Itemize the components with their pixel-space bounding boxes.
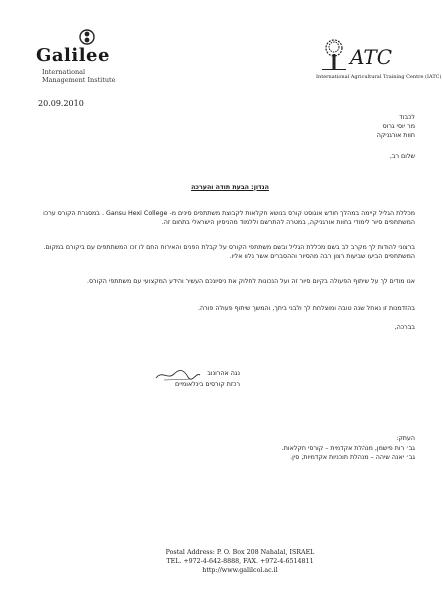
- galilee-emblem-icon: [79, 27, 95, 47]
- recipient-line: חוות אורגניקה: [376, 132, 415, 139]
- cc-item: גב׳ רות פישמן, מנהלת אקדמית – קורסי חקלאות.: [281, 445, 415, 452]
- atc-logo-name: ATC: [350, 45, 392, 69]
- body-paragraph: בהזדמנות זו נאחל שנה טובה ומוצלחת לך ולבני ביתך, והמשך שיתוף פעולה פורה.: [198, 305, 415, 312]
- recipient-block: [215, 113, 415, 140]
- galilee-subtitle-line2: Management Institute: [42, 76, 116, 84]
- greeting: שלום רב,: [389, 153, 415, 160]
- galilee-subtitle-line1: International: [42, 68, 86, 76]
- galilee-logo-subtitle: [42, 68, 152, 84]
- recipient-line: לכבוד: [399, 114, 415, 121]
- letter-subject: הנדון: הבעת תודה והערכה: [191, 184, 269, 191]
- letter-date: 20.09.2010: [38, 99, 84, 108]
- atc-logo-subtitle: International Agricultural Training Centre (IATC): [316, 74, 442, 80]
- body-paragraph: אנו מודים לך על שיתוף הפעולה בקיום סיור זה ועל הנכונות לחלוק את ניסיונכם העשיר והידע המקצועי עם משתתפי הקורס.: [86, 278, 415, 285]
- cc-item: גב׳ יאנה שיהה – מנהלת תוכניות אקדמיות, סין.: [290, 454, 415, 461]
- cc-label: העתק:: [396, 435, 415, 442]
- cc-list: [165, 444, 415, 462]
- footer-phone: TEL. +972-4-642-8888, FAX. +972-4-6514811: [166, 558, 314, 565]
- footer-address: Postal Address: P. O. Box 208 Nahalal, ISRAEL: [165, 549, 315, 556]
- body-paragraph: מכללת הגליל קיימה במהלך חודש אוגוסט קורס בנושא חקלאות לקבוצת משתתפים סינים מ- Gansu Hexi College . במסגרת הקורס ערכו המשתתפים סיור לימודי בחוות אורגניקה, במטרה להתרשם וללמוד מהניסיון הישראלי בתחום זה.: [43, 210, 415, 226]
- tree-icon: [322, 38, 346, 70]
- signer-title: רכזת קורסים בינלאומיים: [175, 381, 240, 388]
- footer-website-link[interactable]: http://www.galilcol.ac.il: [202, 567, 278, 574]
- galilee-logo-name: Galilee: [36, 45, 110, 66]
- footer: [120, 548, 360, 575]
- signer-name: נגה אהרונוב: [207, 370, 240, 377]
- body-paragraph: ברצוני להודות לך מקרב לב בשם מכללת הגליל ובשם משתתפי הקורס על קבלת הפנים והאירוח החם לו זכו המשתתפים עם ביקורם במקום. המשתתפים הביעו שביעות רצון רבה מהסיור וההסברים אשר נלוו אליו.: [43, 244, 415, 260]
- recipient-line: מר יוסי גרוס: [382, 123, 415, 130]
- closing: בברכה,: [394, 324, 415, 331]
